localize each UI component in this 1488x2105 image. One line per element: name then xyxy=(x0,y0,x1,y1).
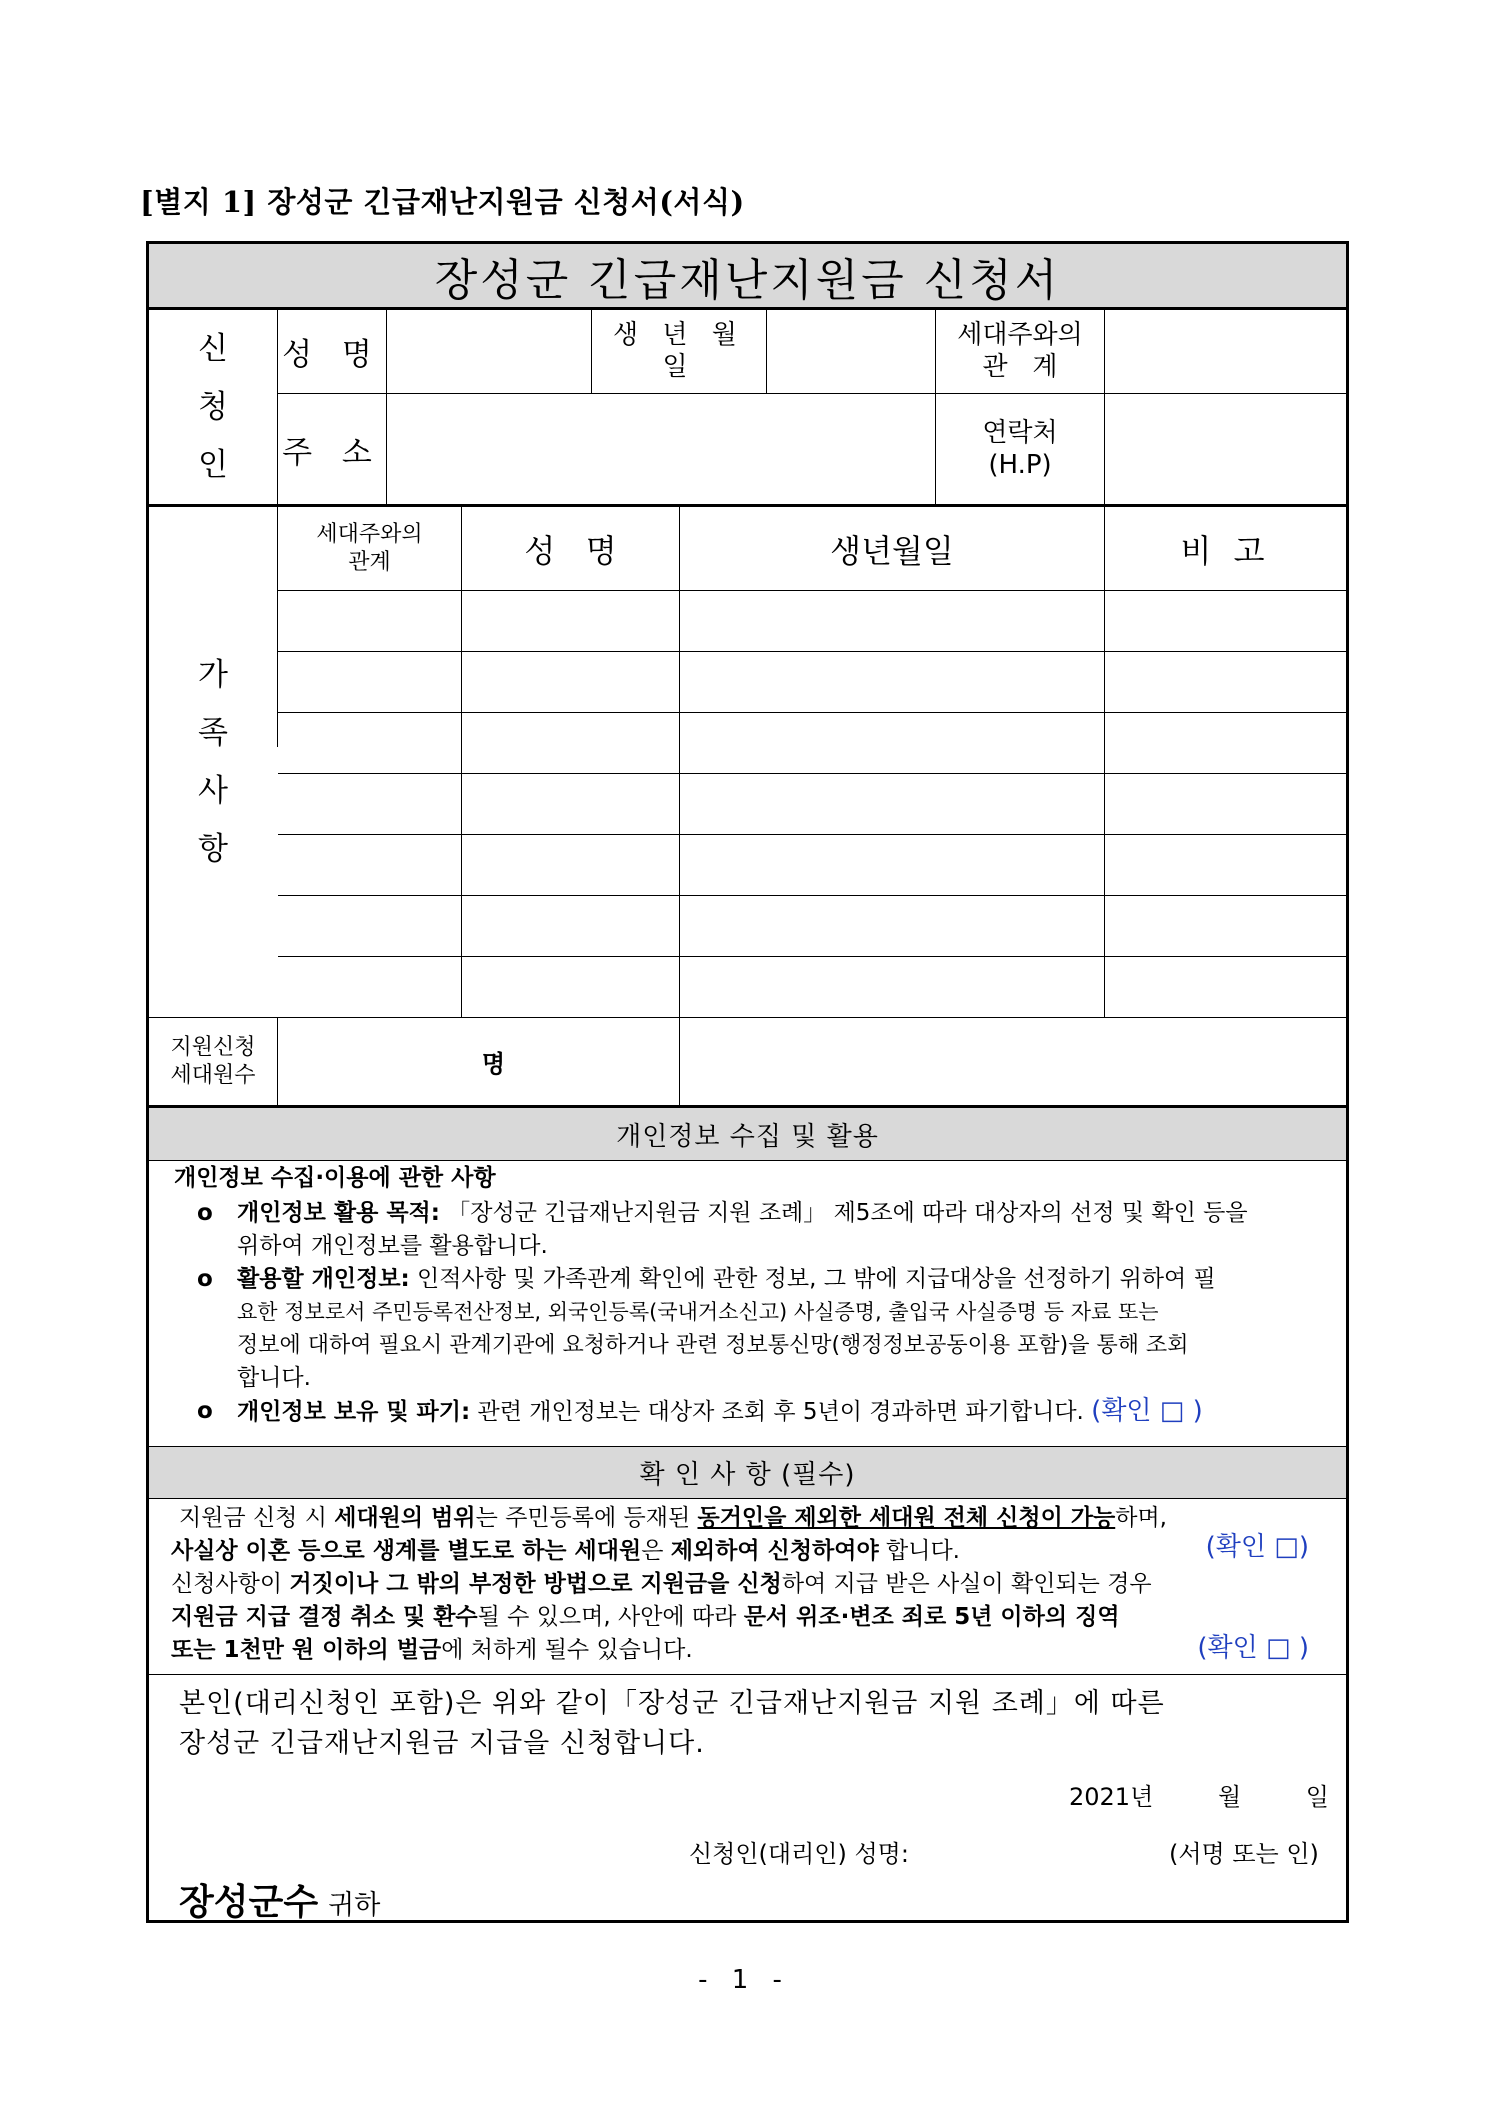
recipient-title: 장성군수 xyxy=(179,1882,319,1923)
confirmation-line3-b: 거짓이나 그 밖의 부정한 방법으로 지원금을 신청 xyxy=(289,1571,782,1597)
family-row-5[interactable] xyxy=(278,835,1346,895)
family-row-4[interactable] xyxy=(278,774,1346,834)
confirmation-line3-a: 신청사항이 xyxy=(171,1571,290,1597)
family-col-note: 비 고 xyxy=(1180,531,1271,570)
confirmation-line4-a: 지원금 지급 결정 취소 및 환수 xyxy=(171,1604,478,1630)
household-count-label-line1: 지원신청 xyxy=(170,1034,256,1060)
confirmation-header: 확 인 사 항 (필수) xyxy=(149,1447,1346,1498)
confirmation-body xyxy=(171,1502,1331,1667)
privacy-items-title: 활용할 개인정보: xyxy=(237,1266,410,1292)
contact-label-line2: (H.P) xyxy=(988,450,1052,480)
privacy-bullet-3: o xyxy=(197,1398,213,1424)
household-count-extra xyxy=(680,1018,1346,1105)
household-count-label-line2: 세대원수 xyxy=(170,1062,256,1088)
family-section-label: 가 족 사 항 xyxy=(198,657,228,867)
applicant-relation-field[interactable] xyxy=(1105,309,1346,393)
privacy-purpose-title: 개인정보 활용 목적: xyxy=(237,1200,440,1226)
household-count-unit: 명 xyxy=(481,1050,506,1078)
confirmation-line5-b: 에 처하게 될수 있습니다. xyxy=(441,1637,693,1663)
privacy-purpose-text: 「장성군 긴급재난지원금 지원 조례」 제5조에 따라 대상자의 선정 및 확인 등을 xyxy=(447,1200,1248,1226)
privacy-items-text-4: 합니다. xyxy=(237,1365,311,1391)
confirmation-line-1 xyxy=(171,1502,1331,1535)
relation-label-line2: 관 계 xyxy=(982,352,1058,382)
sign-note: (서명 또는 인) xyxy=(1169,1840,1319,1868)
applicant-sign-label: 신청인(대리인) 성명: xyxy=(689,1840,909,1868)
family-row-3[interactable] xyxy=(278,713,1346,773)
confirmation-line1-c: 는 주민등록에 등재된 xyxy=(475,1505,698,1531)
application-form xyxy=(146,241,1349,1923)
declaration-date xyxy=(1069,1777,1329,1812)
confirmation-line-5 xyxy=(171,1634,1331,1667)
confirmation-line4-c: 문서 위조·변조 죄로 5년 이하의 징역 xyxy=(743,1604,1120,1630)
confirmation-line1-b: 세대원의 범위 xyxy=(334,1505,476,1531)
family-col-relation-line1: 세대주와의 xyxy=(316,521,423,547)
privacy-purpose xyxy=(237,1197,1334,1263)
declaration-month: 월 xyxy=(1217,1783,1242,1811)
applicant-name-label: 성 명 xyxy=(282,336,382,373)
confirmation-line4-b: 될 수 있으며, 사안에 따라 xyxy=(477,1604,744,1630)
confirmation-line5-a: 또는 1천만 원 이하의 벌금 xyxy=(171,1637,442,1663)
declaration-text xyxy=(179,1684,1319,1764)
annex-label: [별지 1] 장성군 긴급재난지원금 신청서(서식) xyxy=(140,185,745,219)
privacy-items-text-2: 요한 정보로서 주민등록전산정보, 외국인등록(국내거소신고) 사실증명, 출입국 사실증명 등 자료 또는 xyxy=(237,1300,1159,1324)
privacy-subtitle: 개인정보 수집·이용에 관한 사항 xyxy=(174,1165,496,1191)
confirmation-line1-d: 동거인을 제외한 세대원 전체 신청이 가능 xyxy=(697,1505,1116,1531)
family-col-name: 성 명 xyxy=(524,531,617,570)
confirmation-confirm-checkbox-2[interactable]: (확인 □ ) xyxy=(1197,1633,1309,1663)
privacy-items-text: 인적사항 및 가족관계 확인에 관한 정보, 그 밖에 지급대상을 선정하기 위하여 필 xyxy=(417,1266,1216,1292)
household-count-label xyxy=(149,1018,277,1105)
privacy-purpose-text-2: 위하여 개인정보를 활용합니다. xyxy=(237,1233,548,1259)
applicant-section-label: 신 청 인 xyxy=(198,330,228,483)
confirmation-line3-c: 하여 지급 받은 사실이 확인되는 경우 xyxy=(781,1571,1152,1597)
confirmation-line1-a: 지원금 신청 시 xyxy=(179,1505,335,1531)
confirmation-line2-c: 제외하여 신청하여야 xyxy=(670,1538,879,1564)
confirmation-line1-e: 하며, xyxy=(1115,1505,1167,1531)
confirmation-line-4 xyxy=(171,1601,1331,1634)
privacy-retention-title: 개인정보 보유 및 파기: xyxy=(237,1399,471,1425)
family-col-birth: 생년월일 xyxy=(830,531,954,570)
applicant-birth-label: 생 년 월 일 xyxy=(613,320,745,382)
privacy-body xyxy=(174,1162,1334,1429)
relation-label-line1: 세대주와의 xyxy=(957,320,1083,350)
declaration-day: 일 xyxy=(1305,1783,1329,1811)
declaration-line-2: 장성군 긴급재난지원금 지급을 신청합니다. xyxy=(179,1728,705,1759)
confirmation-line-2 xyxy=(171,1532,1331,1568)
recipient-honorific: 귀하 xyxy=(328,1890,381,1921)
privacy-retention xyxy=(237,1395,1334,1429)
applicant-address-field[interactable] xyxy=(387,394,935,504)
family-col-relation xyxy=(278,507,461,590)
family-row-6[interactable] xyxy=(278,896,1346,956)
confirmation-line2-a: 사실상 이혼 등으로 생계를 별도로 하는 세대원 xyxy=(171,1538,642,1564)
applicant-contact-field[interactable] xyxy=(1105,394,1346,504)
privacy-bullet-2: o xyxy=(197,1266,213,1292)
page-number: - 1 - xyxy=(698,1965,790,1995)
privacy-bullet-1: o xyxy=(197,1200,213,1226)
form-title: 장성군 긴급재난지원금 신청서 xyxy=(149,244,1346,307)
applicant-contact-label xyxy=(936,394,1104,504)
applicant-name-field[interactable] xyxy=(387,309,591,393)
applicant-birth-field[interactable] xyxy=(767,309,935,393)
declaration-year: 2021년 xyxy=(1069,1783,1154,1811)
confirmation-line2-d: 합니다. xyxy=(878,1538,960,1564)
confirmation-confirm-checkbox-1[interactable]: (확인 □) xyxy=(1205,1532,1309,1562)
applicant-relation-label xyxy=(936,309,1104,393)
declaration-line-1: 본인(대리신청인 포함)은 위와 같이「장성군 긴급재난지원금 지원 조례」에 따른 xyxy=(179,1688,1165,1719)
family-row-1[interactable] xyxy=(278,591,1346,651)
applicant-address-label: 주 소 xyxy=(282,434,382,471)
family-row-7[interactable] xyxy=(278,957,1346,1017)
privacy-items-text-3: 정보에 대하여 필요시 관계기관에 요청하거나 관련 정보통신망(행정정보공동이용 포함)을 통해 조회 xyxy=(237,1333,1189,1358)
privacy-items xyxy=(237,1263,1334,1395)
privacy-confirm-checkbox[interactable]: (확인 □ ) xyxy=(1091,1396,1203,1426)
privacy-retention-text: 관련 개인정보는 대상자 조회 후 5년이 경과하면 파기합니다. xyxy=(477,1399,1084,1425)
household-count-field[interactable] xyxy=(278,1018,679,1105)
family-col-relation-line2: 관계 xyxy=(348,549,391,575)
recipient-block xyxy=(179,1874,380,1925)
contact-label-line1: 연락처 xyxy=(982,418,1058,448)
privacy-header: 개인정보 수집 및 활용 xyxy=(149,1108,1346,1160)
family-row-2[interactable] xyxy=(278,652,1346,712)
confirmation-line2-b: 은 xyxy=(641,1538,671,1564)
confirmation-line-3 xyxy=(171,1568,1331,1601)
